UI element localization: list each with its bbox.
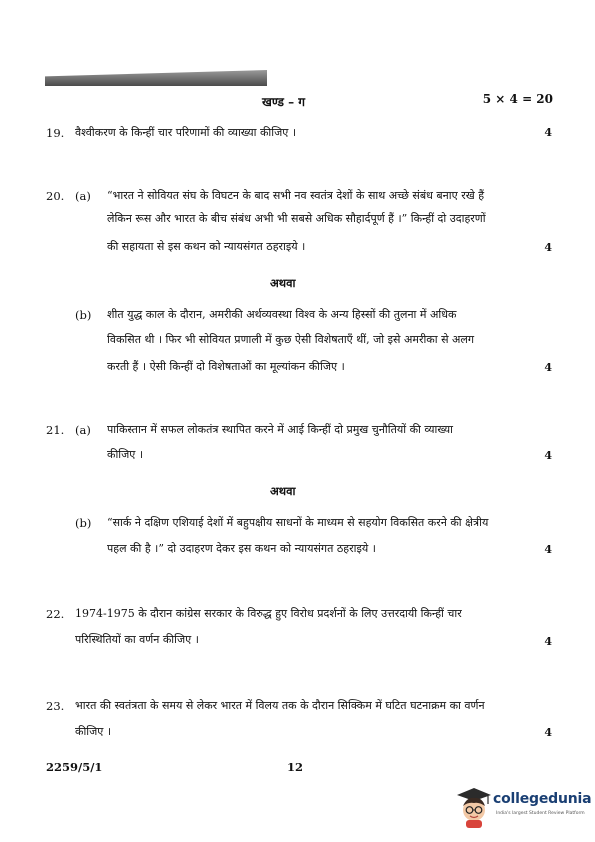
q20b-line-3: करती हैं । ऐसी किन्हीं दो विशेषताओं का मूल्यांकन कीजिए ।: [107, 360, 345, 373]
q21b-label: (b): [75, 516, 92, 530]
q23-line-2: कीजिए ।: [75, 725, 112, 738]
section-title: खण्ड – ग: [262, 95, 306, 109]
q21b-marks: 4: [544, 543, 552, 556]
q20a-line-3: की सहायता से इस कथन को न्यायसंगत ठहराइये ।: [107, 240, 306, 253]
q22-number: 22.: [46, 607, 65, 621]
q23-number: 23.: [46, 699, 65, 713]
q20a-label: (a): [75, 189, 91, 203]
header-decorative-bar: [45, 70, 267, 86]
q21-number: 21.: [46, 423, 65, 437]
page-number: 12: [287, 760, 304, 774]
q20-number: 20.: [46, 189, 65, 203]
q21a-marks: 4: [544, 449, 552, 462]
q21a-label: (a): [75, 423, 91, 437]
brand-tagline: India's largest Student Review Platform: [496, 811, 585, 816]
q20b-line-1: शीत युद्ध काल के दौरान, अमरीकी अर्थव्यवस्था विश्व के अन्य हिस्सों की तुलना में अधिक: [107, 308, 457, 321]
q20b-label: (b): [75, 308, 92, 322]
brand-name: collegedunia: [493, 791, 592, 807]
q20a-marks: 4: [544, 241, 552, 254]
q22-marks: 4: [544, 635, 552, 648]
q21b-line-1: “सार्क ने दक्षिण एशियाई देशों में बहुपक्षीय साधनों के माध्यम से सहयोग विकसित करने की क्षेत्रीय: [107, 516, 489, 529]
q23-line-1: भारत की स्वतंत्रता के समय से लेकर भारत में विलय तक के दौरान सिक्किम में घटित घटनाक्रम का वर्णन: [75, 699, 485, 712]
q20b-marks: 4: [544, 361, 552, 374]
q21a-line-1: पाकिस्तान में सफल लोकतंत्र स्थापित करने में आई किन्हीं दो प्रमुख चुनौतियों की व्याख्या: [107, 423, 454, 436]
student-avatar-icon: [455, 786, 493, 828]
q19-number: 19.: [46, 126, 65, 140]
q19-text: वैश्वीकरण के किन्हीं चार परिणामों की व्याख्या कीजिए ।: [75, 126, 297, 139]
q22-line-2: परिस्थितियों का वर्णन कीजिए ।: [75, 633, 199, 646]
paper-code: 2259/5/1: [46, 760, 103, 774]
collegedunia-watermark: [455, 786, 592, 830]
q21a-line-2: कीजिए ।: [107, 448, 144, 461]
q20b-line-2: विकसित थी । फिर भी सोवियत प्रणाली में कुछ ऐसी विशेषताएँ थीं, जो इसे अमरीका से अलग: [107, 333, 475, 346]
section-total-marks: 5 × 4 = 20: [482, 92, 553, 106]
q19-marks: 4: [544, 126, 552, 139]
q22-line-1: 1974-1975 के दौरान कांग्रेस सरकार के विरुद्ध हुए विरोध प्रदर्शनों के लिए उत्तरदायी किन्हीं चार: [75, 607, 462, 620]
q21-or-label: अथवा: [270, 484, 296, 498]
q20a-line-1: “भारत ने सोवियत संघ के विघटन के बाद सभी नव स्वतंत्र देशों के साथ अच्छे संबंध बनाए रखे हैं: [107, 189, 485, 202]
q20-or-label: अथवा: [270, 276, 296, 290]
q20a-line-2: लेकिन रूस और भारत के बीच संबंध अभी भी सबसे अधिक सौहार्दपूर्ण हैं ।” किन्हीं दो उदाहरणों: [107, 212, 486, 225]
q21b-line-2: पहल की है ।” दो उदाहरण देकर इस कथन को न्यायसंगत ठहराइये ।: [107, 542, 376, 555]
q23-marks: 4: [544, 726, 552, 739]
